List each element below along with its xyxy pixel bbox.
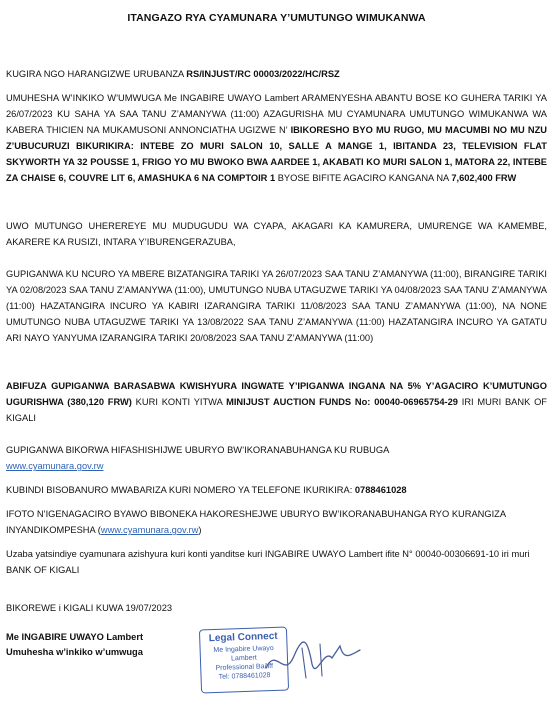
contact-text: KUBINDI BISOBANURO MWABARIZA KURI NOMERO YA TELEFONE IKURIKIRA: xyxy=(6,485,355,495)
auction-account-number: MINIJUST AUCTION FUNDS No: 00040-06965754-29 xyxy=(226,397,458,408)
location-paragraph: UWO MUTUNGO UHEREREYE MU MUDUGUDU WA CYAPA, AKAGARI KA KAMURERA, UMURENGE WA KAMEMBE, AKARERE KA RUSIZI, INTARA Y’IBURENGERAZUBA, xyxy=(6,221,547,248)
stamp-line-2: Professional Bailiff xyxy=(215,662,274,672)
case-reference-paragraph xyxy=(6,66,547,82)
photo-info-text: IFOTO N’IGENAGACIRO BYAWO BIBONEKA HAKORESHEJWE UBURYO BW’IKORANABUHANGA RYO KURANGIZA INYANDIKOMPESHA ( xyxy=(6,509,506,536)
stamp-line-3: Tel: 0788461028 xyxy=(218,672,271,681)
handwritten-signature xyxy=(262,628,372,692)
stamp-line-1: Me Ingabire Uwayo Lambert xyxy=(213,644,274,663)
document-title: ITANGAZO RYA CYAMUNARA Y’UMUTUNGO WIMUKANWA xyxy=(127,12,426,24)
bank-name-text: IRI MURI BANK OF KIGALI xyxy=(6,397,547,424)
issued-date-line: BIKOREWE i KIGALI KUWA 19/07/2023 xyxy=(6,603,173,613)
photo-info-paragraph xyxy=(6,506,547,538)
phone-number: 0788461028 xyxy=(354,485,407,495)
cyamunara-link-2[interactable]: www.cyamunara.gov.rw xyxy=(100,525,199,536)
closing-paren: ) xyxy=(198,525,202,536)
online-bidding-text: GUPIGANWA BIKORWA HIFASHISHIJWE UBURYO BW’IKORANABUHANGA KU RUBUGA xyxy=(6,445,390,455)
stamp-title: Legal Connect xyxy=(208,630,278,645)
deposit-amount: (380,120 FRW) xyxy=(67,397,132,408)
account-intro-text: KURI KONTI YITWA xyxy=(131,397,227,408)
case-number: RS/INJUST/RC 00003/2022/HC/RSZ xyxy=(186,69,340,79)
deposit-paragraph xyxy=(6,378,547,426)
signer-name: Me INGABIRE UWAYO Lambert xyxy=(6,632,144,642)
total-value: 7,602,400 FRW xyxy=(451,173,517,184)
signer-block xyxy=(6,630,143,660)
cyamunara-link[interactable]: www.cyamunara.gov.rw xyxy=(6,461,104,472)
announcement-text: UMUHESHA W’INKIKO W’UMWUGA Me INGABIRE UWAYO Lambert ARAMENYESHA ABANTU BOSE KO GUHERA TARIKI YA 26/07/2023 KU SAHA YA SAA TANU Z’AMANYWA (11:00) AZAGURISHA MU CYAMUNARA UMUTUNGO WIMUKANWA WA KABERA THICIEN NA MUKAMUSONI ANNONCIATHA UGIZWE N’ xyxy=(6,93,547,136)
items-list: IBIKORESHO BYO MU RUGO, MU MACUMBI NO MU NZU Z’UBUCURUZI BIKURIKIRA: INTEBE ZO MURI SALON 10, SALLE A MANGE 1, IBITANDA 23, TELEVISION FLAT SKYWORTH YA 32 POUSSE 1, FRIGO YO MU BWOKO BWA AARDEE 1, AKABATI KO MURI SALON 1, MATORA 22, INTEBE ZA CHAISE 6, COUVRE LIT 6, AMASHUKA 6 NA COMPTOIR 1 xyxy=(6,125,547,184)
bidding-schedule-paragraph: GUPIGANWA KU NCURO YA MBERE BIZATANGIRA TARIKI YA 26/07/2023 SAA TANU Z’AMANYWA (11:00), BIRANGIRE TARIKI YA 02/08/2023 SAA TANU Z’AMANYWA (11:00), UMUTUNGO NUBA UTAGUZWE TARIKI YA 04/08/2023 SAA TANU Z’AMANYWA (11:00) HAZATANGIRA INCURO YA KABIRI IZARANGIRA TARIKI 11/08/2023 SAA TANU Z’AMANYWA (11:00), NA NONE UMUTUNGO NUBA UTAGUZWE TARIKI YA 13/08/2022 SAA TANU Z’AMANYWA (11:00) HAZATANGIRA INCURO YA GATATU ARI NAYO YANYUMA IZARANGIRA TARIKI 20/08/2023 SAA TANU Z’AMANYWA (11:00) xyxy=(6,269,547,344)
auction-announcement-paragraph xyxy=(6,90,547,187)
deposit-requirement: ABIFUZA GUPIGANWA BARASABWA KWISHYURA INGWATE Y’IPIGANWA INGANA NA 5% Y’AGACIRO K’UMUTUNGO UGURISHWA xyxy=(6,381,547,408)
online-bidding-paragraph xyxy=(6,442,547,474)
contact-paragraph xyxy=(6,482,547,498)
value-intro-text: BYOSE BIFITE AGACIRO KANGANA NA xyxy=(275,173,452,184)
case-intro-text: KUGIRA NGO HARANGIZWE URUBANZA xyxy=(6,69,187,79)
winner-payment-paragraph: Uzaba yatsindiye cyamunara azishyura kuri konti yanditse kuri INGABIRE UWAYO Lambert ifite N° 00040-00306691-10 iri muri BANK OF KIGALI xyxy=(6,549,530,576)
signer-role: Umuhesha w’inkiko w’umwuga xyxy=(6,647,143,657)
